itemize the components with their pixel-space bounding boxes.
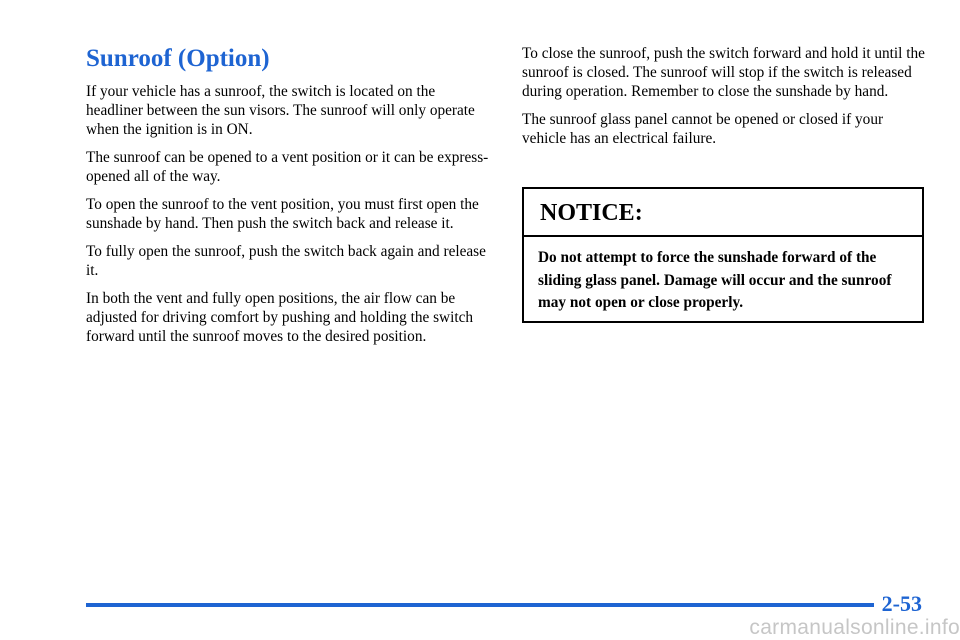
right-column [522,44,930,157]
paragraph-switch-location: If your vehicle has a sunroof, the switch is located on the headliner between the sun visors. The sunroof will only operate when the ignition is in ON. [86,83,475,138]
notice-text: Do not attempt to force the sunshade forward of the sliding glass panel. Damage will occur and the sunroof may not open or close properly. [538,249,892,311]
paragraph-vent-or-express: The sunroof can be opened to a vent position or it can be express-opened all of the way. [86,149,489,185]
paragraph-fully-open: To fully open the sunroof, push the switch back again and release it. [86,243,486,279]
section-title: Sunroof (Option) [86,45,270,72]
page-number: 2-53 [881,591,922,616]
watermark: carmanualsonline.info [749,616,960,639]
notice-heading: NOTICE: [524,189,922,237]
paragraph-air-flow: In both the vent and fully open positions, the air flow can be adjusted for driving comfort by pushing and holding the switch forward until the sunroof moves to the desired position. [86,290,474,345]
paragraph-electrical-failure: The sunroof glass panel cannot be opened or closed if your vehicle has an electrical failure. [522,111,884,147]
paragraph-open-vent: To open the sunroof to the vent position, you must first open the sunshade by hand. Then push the switch back and release it. [86,196,479,232]
paragraph-close-sunroof: To close the sunroof, push the switch forward and hold it until the sunroof is closed. The sunroof will stop if the switch is released during operation. Remember to close the sunshade by hand. [522,45,925,100]
notice-box [522,187,924,323]
left-column [86,44,494,355]
footer-rule [86,603,874,607]
